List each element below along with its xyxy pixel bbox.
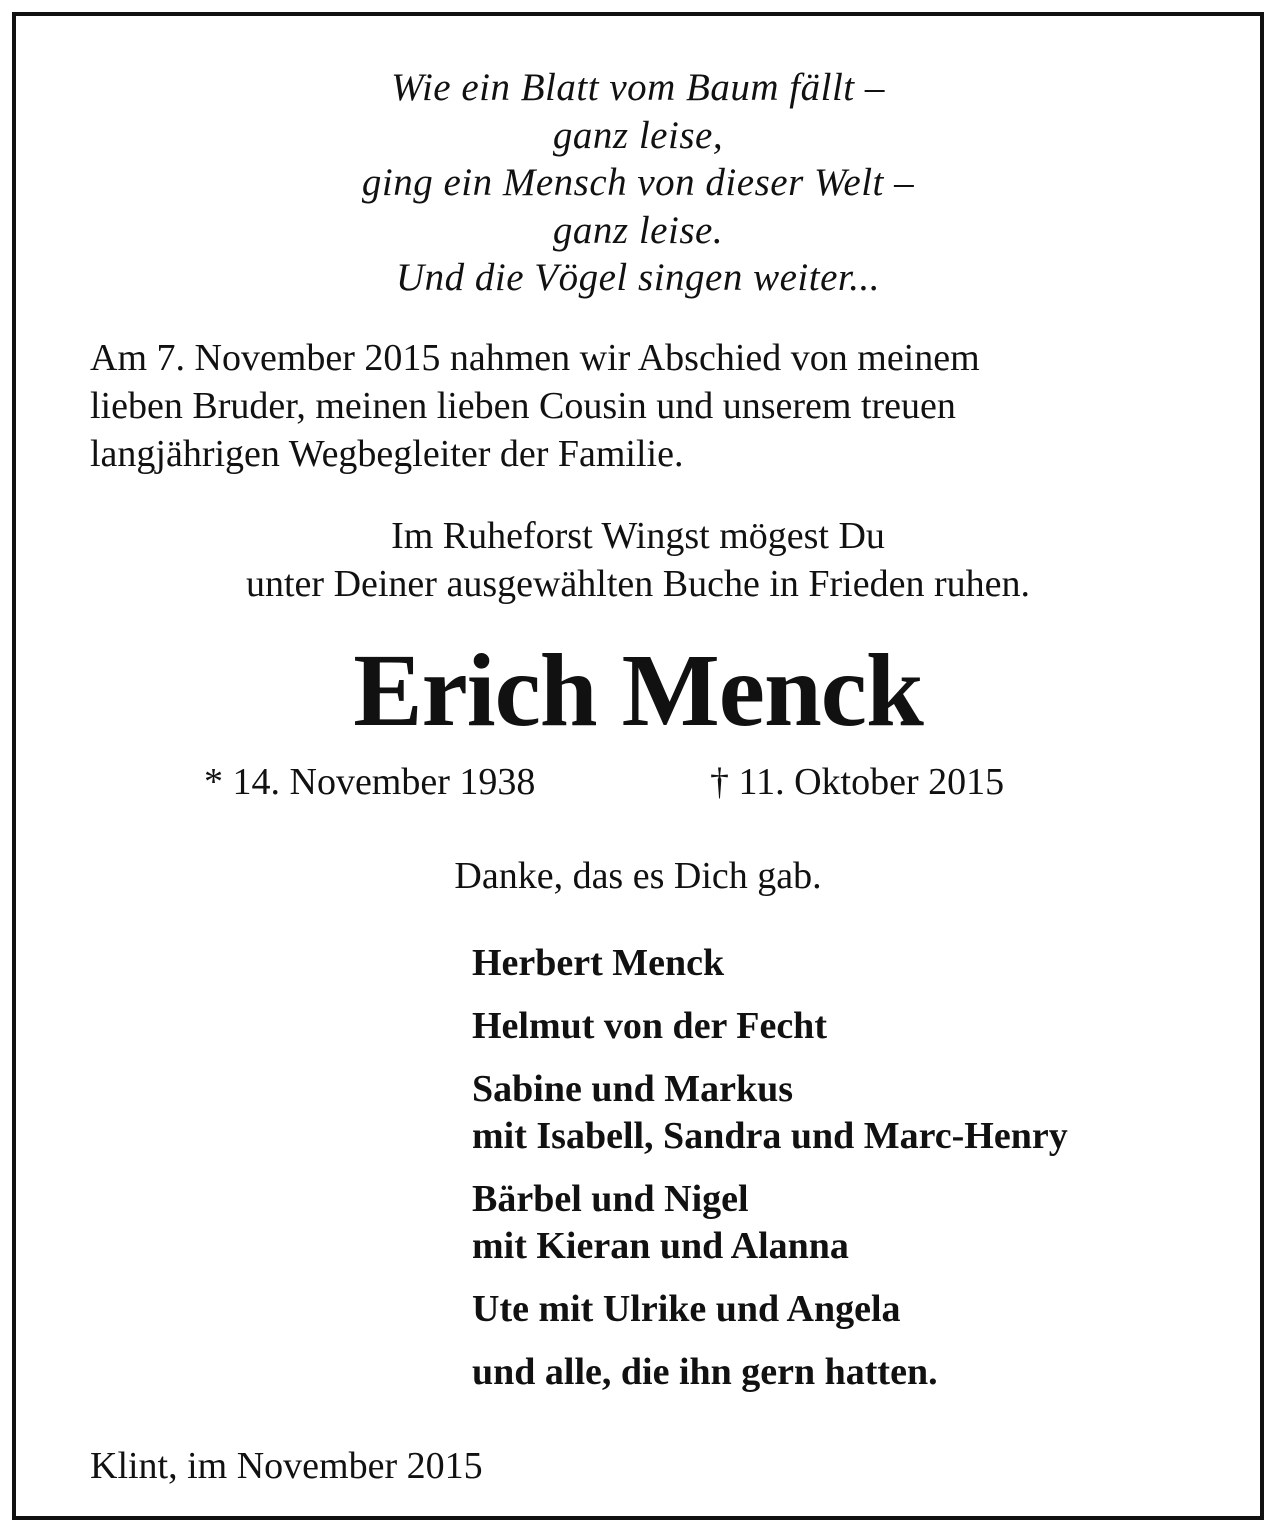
thanks-line: Danke, das es Dich gab.	[454, 855, 822, 897]
ruheforst-line: Im Ruheforst Wingst mögest Du	[391, 515, 885, 557]
mourners-list	[472, 940, 1068, 1412]
mourner-group	[472, 940, 1068, 987]
mourner-group	[472, 1066, 1068, 1160]
poem-line: Wie ein Blatt vom Baum fällt –	[391, 66, 885, 109]
mourner-group	[472, 1286, 1068, 1333]
intro-line: Am 7. November 2015 nahmen wir Abschied von meinem	[90, 337, 980, 379]
poem-line: ganz leise,	[552, 113, 724, 157]
ruheforst-line: unter Deiner ausgewählten Buche in Frieden ruhen.	[245, 563, 1030, 605]
poem	[16, 64, 1260, 302]
poem-line: ging ein Mensch von dieser Welt –	[361, 161, 915, 204]
mourner-line: mit Kieran und Alanna	[472, 1225, 849, 1267]
birth-date: * 14. November 1938	[204, 761, 536, 803]
mourner-group	[472, 1349, 1068, 1396]
mourner-group	[472, 1176, 1068, 1270]
death-date: † 11. Oktober 2015	[710, 761, 1005, 803]
mourner-line: Sabine und Markus	[472, 1068, 794, 1110]
mourner-group	[472, 1003, 1068, 1050]
intro-line: lieben Bruder, meinen lieben Cousin und unserem treuen	[90, 385, 956, 427]
mourner-line: und alle, die ihn gern hatten.	[472, 1351, 938, 1393]
mourner-line: Helmut von der Fecht	[472, 1005, 827, 1047]
ruheforst-text	[16, 512, 1260, 608]
poem-line: ganz leise.	[552, 208, 724, 252]
poem-line: Und die Vögel singen weiter...	[395, 256, 880, 299]
mourner-line: Herbert Menck	[472, 942, 725, 984]
place-date-closing: Klint, im November 2015	[90, 1445, 483, 1487]
intro-line: langjährigen Wegbegleiter der Familie.	[90, 433, 684, 475]
deceased-name: Erich Menck	[353, 633, 923, 748]
intro-paragraph	[90, 334, 1200, 478]
mourner-line: mit Isabell, Sandra und Marc-Henry	[472, 1115, 1068, 1157]
mourner-line: Bärbel und Nigel	[472, 1178, 749, 1220]
mourner-line: Ute mit Ulrike und Angela	[472, 1288, 901, 1330]
notice-frame	[12, 12, 1264, 1520]
